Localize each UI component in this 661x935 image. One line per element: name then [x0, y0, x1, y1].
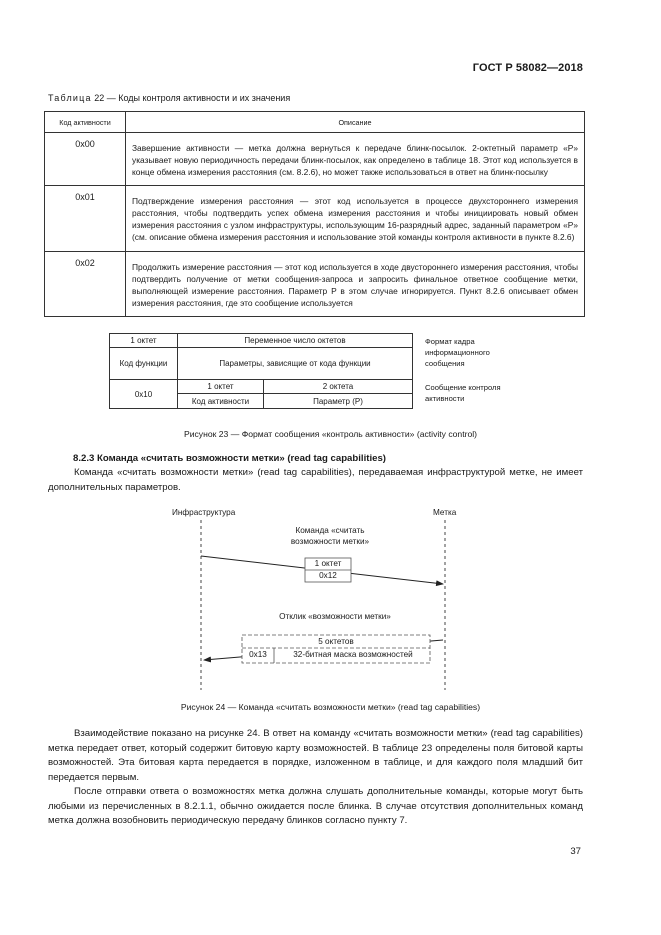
command-octet-label: 1 октет	[314, 559, 342, 568]
format-cell: 2 октета	[264, 380, 413, 394]
activity-message-note: Сообщение контроля активности	[425, 383, 501, 403]
column-header-code: Код активности	[45, 112, 126, 133]
section-heading: 8.2.3 Команда «считать возможности метки» (read tag capabilities)	[73, 453, 386, 464]
column-header-description: Описание	[126, 112, 585, 133]
format-cell: Переменное число октетов	[178, 334, 413, 348]
format-row	[110, 380, 413, 394]
tag-label: Метка	[433, 508, 457, 517]
format-cell: 1 октет	[178, 380, 264, 394]
code-cell: 0x00	[45, 133, 126, 186]
body-paragraph-2: После отправки ответа о возможностях метка должна слушать дополнительные команды, которые могут быть любыми из перечисленных в 8.2.1.1, обычно ожидается после блинка. В случае отсутствия дополнительных команд метка должна возобновить периодическую передачу блинков согласно пункту 7.	[48, 786, 583, 827]
response-code-label: 0x13	[249, 650, 267, 659]
table-row	[45, 252, 585, 317]
description-cell: Продолжить измерение расстояния — этот код используется в ходе двустороннего измерения расстояния, чтобы подтвердить получение от метки сообщения-запроса и запросить финальное ответное сообщение метки, выполняющей измерение расстояния. Параметр P в этом случае игнорируется. Пункт 8.2.6 описывает обмен измерения расстояния, где это сообщение используется	[126, 252, 585, 317]
command-code-label: 0x12	[319, 571, 337, 580]
description-cell: Подтверждение измерения расстояния — этот код используется в процессе двухстороннего измерения расстояния, чтобы подтвердить успех обмена измерения расстояния и чтобы инициировать новый обмен измерения расстояния с узлом инфраструктуры, использующим 16-разрядный адрес, заданный параметром «P» (см. описание обмена измерения расстояния и использование этой команды контроля активности в пункте 8.2.6)	[126, 186, 585, 252]
format-row	[110, 348, 413, 380]
table-row	[45, 186, 585, 252]
format-cell: 0x10	[110, 380, 178, 409]
body-paragraph-1: Взаимодействие показано на рисунке 24. В ответ на команду «считать возможности метки» (read tag capabilities) метка передает ответ, который содержит битовую карту возможностей. В таблице 23 определены поля битовой карты возможностей. Эта битовая карта передается в порядке, изложенном в таблице, и для каждого поля младший бит передается первым.	[48, 728, 583, 783]
format-cell: Код функции	[110, 348, 178, 380]
document-header: ГОСТ Р 58082—2018	[472, 62, 583, 74]
response-mask-label: 32-битная маска возможностей	[293, 650, 413, 659]
command-label-line2: возможности метки»	[290, 537, 370, 546]
command-label-line1: Команда «считать	[295, 526, 365, 535]
response-label: Отклик «возможности метки»	[279, 612, 391, 621]
table-row	[45, 133, 585, 186]
table-title	[48, 93, 290, 103]
table-header-row	[45, 112, 585, 133]
code-cell: 0x02	[45, 252, 126, 317]
description-cell: Завершение активности — метка должна вернуться к передаче блинк-посылок. 2-октетный параметр «P» указывает новую периодичность передачи блинк-посылок, как определено в таблице 18. Этот код используется в конце обмена измерения расстояния (см. 8.2.6), но может также использоваться в ответ на блинк-посылку	[126, 133, 585, 186]
response-octets-label: 5 октетов	[318, 637, 354, 646]
figure-23-caption: Рисунок 23 — Формат сообщения «контроль активности» (activity control)	[183, 429, 478, 439]
format-cell: Код активности	[178, 394, 264, 409]
format-cell: 1 октет	[110, 334, 178, 348]
section-intro: Команда «считать возможности метки» (read tag capabilities), передаваемая инфраструктурой метке, не имеет дополнительных параметров.	[48, 467, 583, 493]
figure-24-caption: Рисунок 24 — Команда «считать возможности метки» (read tag capabilities)	[180, 702, 481, 712]
format-cell: Параметры, зависящие от кода функции	[178, 348, 413, 380]
format-cell: Параметр (P)	[264, 394, 413, 409]
table-title-text: 22 — Коды контроля активности и их значения	[94, 93, 291, 103]
activity-codes-table	[44, 111, 585, 317]
table-label: Таблица	[48, 93, 92, 103]
code-cell: 0x01	[45, 186, 126, 252]
format-row	[110, 334, 413, 348]
infrastructure-label: Инфраструктура	[172, 508, 236, 517]
page-number: 37	[570, 846, 581, 857]
frame-format-note: Формат кадра информационного сообщения	[425, 337, 490, 368]
message-format-table	[109, 333, 413, 409]
